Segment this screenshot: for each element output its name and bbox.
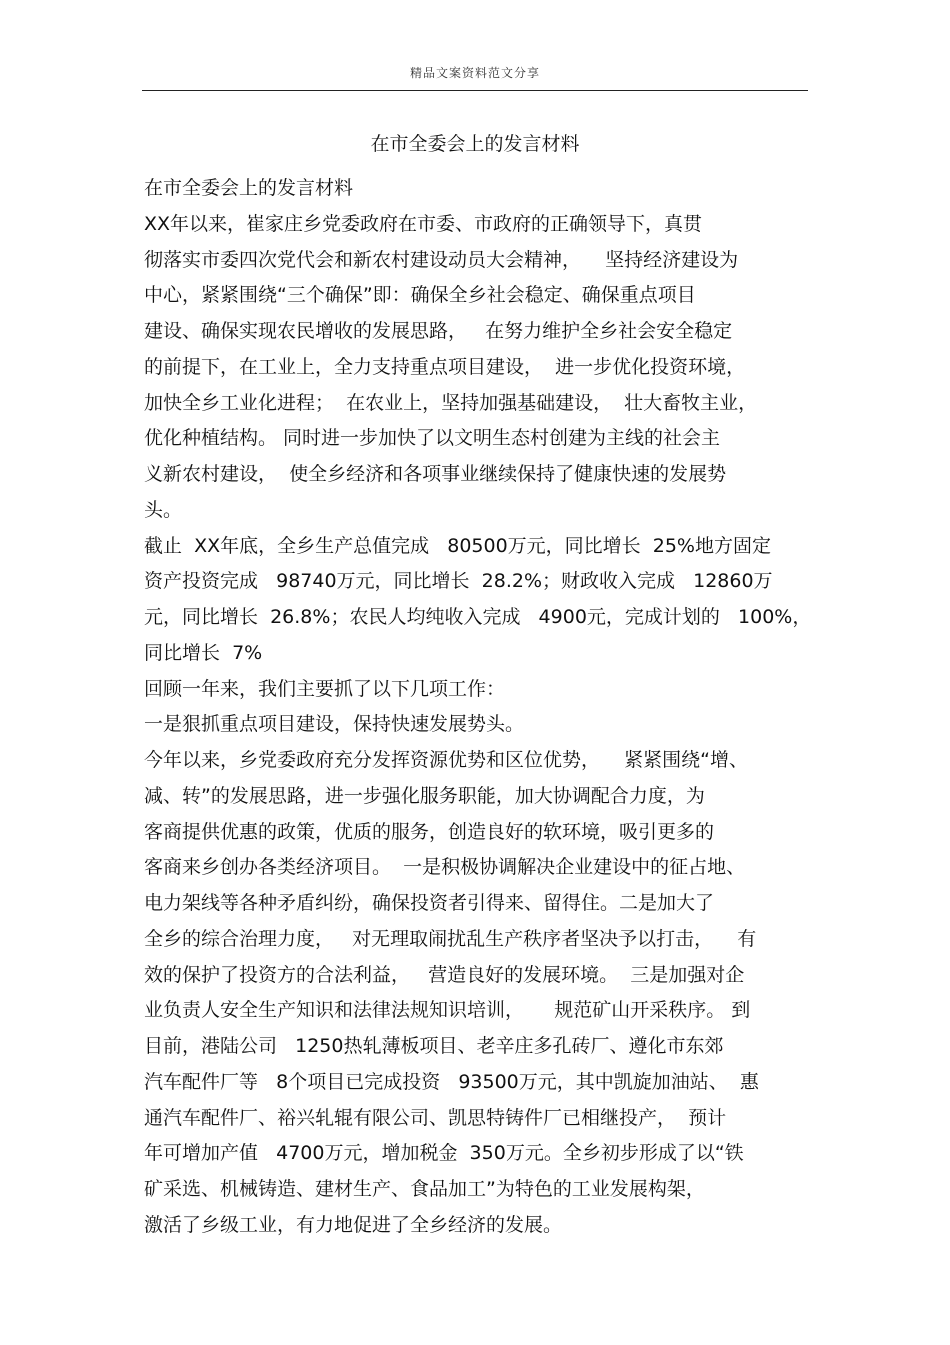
body-line: 全乡的综合治理力度， 对无理取闹扰乱生产秩序者坚决予以打击， 有 [144, 927, 757, 950]
body-line: 同比增长 7% [144, 641, 263, 664]
body-line: 在市全委会上的发言材料 [144, 177, 354, 199]
body-line: 通汽车配件厂、裕兴轧辊有限公司、凯思特铸件厂已相继投产， 预计 [144, 1106, 727, 1129]
body-line: 客商来乡创办各类经济项目。 一是积极协调解决企业建设中的征占地、 [144, 856, 746, 879]
body-line: 义新农村建设， 使全乡经济和各项事业继续保持了健康快速的发展势 [144, 463, 727, 485]
body-line: 中心，紧紧围绕“三个确保”即：确保全乡社会稳定、确保重点项目 [144, 284, 696, 307]
body-line: 一是狠抓重点项目建设，保持快速发展势头。 [144, 713, 525, 736]
body-line: 加快全乡工业化进程； 在农业上，坚持加强基础建设， 壮大畜牧主业， [144, 391, 758, 414]
body-line: 减、转”的发展思路，进一步强化服务职能，加大协调配合力度，为 [144, 784, 705, 807]
body-line: 元，同比增长 26.8%；农民人均纯收入完成 4900元，完成计划的 100%， [144, 606, 812, 628]
body-line: 今年以来，乡党委政府充分发挥资源优势和区位优势， 紧紧围绕“增、 [144, 749, 749, 771]
body-line: 截止 XX年底，全乡生产总值完成 80500万元，同比增长 25%地方固定 [144, 534, 771, 557]
body-line: 矿采选、机械铸造、建材生产、食品加工”为特色的工业发展构架， [144, 1178, 705, 1200]
document-title: 在市全委会上的发言材料 [370, 133, 580, 155]
body-line: 头。 [144, 498, 183, 521]
body-line: 效的保护了投资方的合法利益， 营造良好的发展环境。 三是加强对企 [144, 963, 745, 986]
body-line: 业负责人安全生产知识和法律法规知识培训， 规范矿山开采秩序。 到 [144, 999, 751, 1022]
body-line: 的前提下，在工业上，全力支持重点项目建设， 进一步优化投资环境， [144, 355, 746, 378]
body-line: 回顾一年来，我们主要抓了以下几项工作： [144, 677, 506, 700]
body-line: 建设、确保实现农民增收的发展思路， 在努力维护全乡社会安全稳定 [144, 320, 733, 342]
page-header-text: 精品文案资料范文分享 [409, 66, 540, 80]
body-line: 目前，港陆公司 1250热轧薄板项目、老辛庄多孔砖厂、遵化市东郊 [144, 1035, 724, 1057]
document-body [144, 171, 824, 1244]
body-line: 优化种植结构。 同时进一步加快了以文明生态村创建为主线的社会主 [144, 427, 721, 450]
body-line: 电力架线等各种矛盾纠纷，确保投资者引得来、留得住。二是加大了 [144, 892, 715, 914]
body-line: 资产投资完成 98740万元，同比增长 28.2%；财政收入完成 12860万 [144, 570, 773, 593]
body-line: 汽车配件厂等 8个项目已完成投资 93500万元，其中凯旋加油站、 惠 [144, 1070, 759, 1093]
body-line: 客商提供优惠的政策，优质的服务，创造良好的软环境，吸引更多的 [144, 820, 715, 843]
body-line: 激活了乡级工业，有力地促进了全乡经济的发展。 [144, 1213, 563, 1236]
body-line: 彻落实市委四次党代会和新农村建设动员大会精神， 坚持经济建设为 [144, 248, 739, 271]
body-line: 年可增加产值 4700万元，增加税金 350万元。全乡初步形成了以“铁 [144, 1142, 744, 1165]
header-divider [142, 90, 808, 91]
body-line: XX年以来，崔家庄乡党委政府在市委、市政府的正确领导下，真贯 [144, 212, 703, 235]
